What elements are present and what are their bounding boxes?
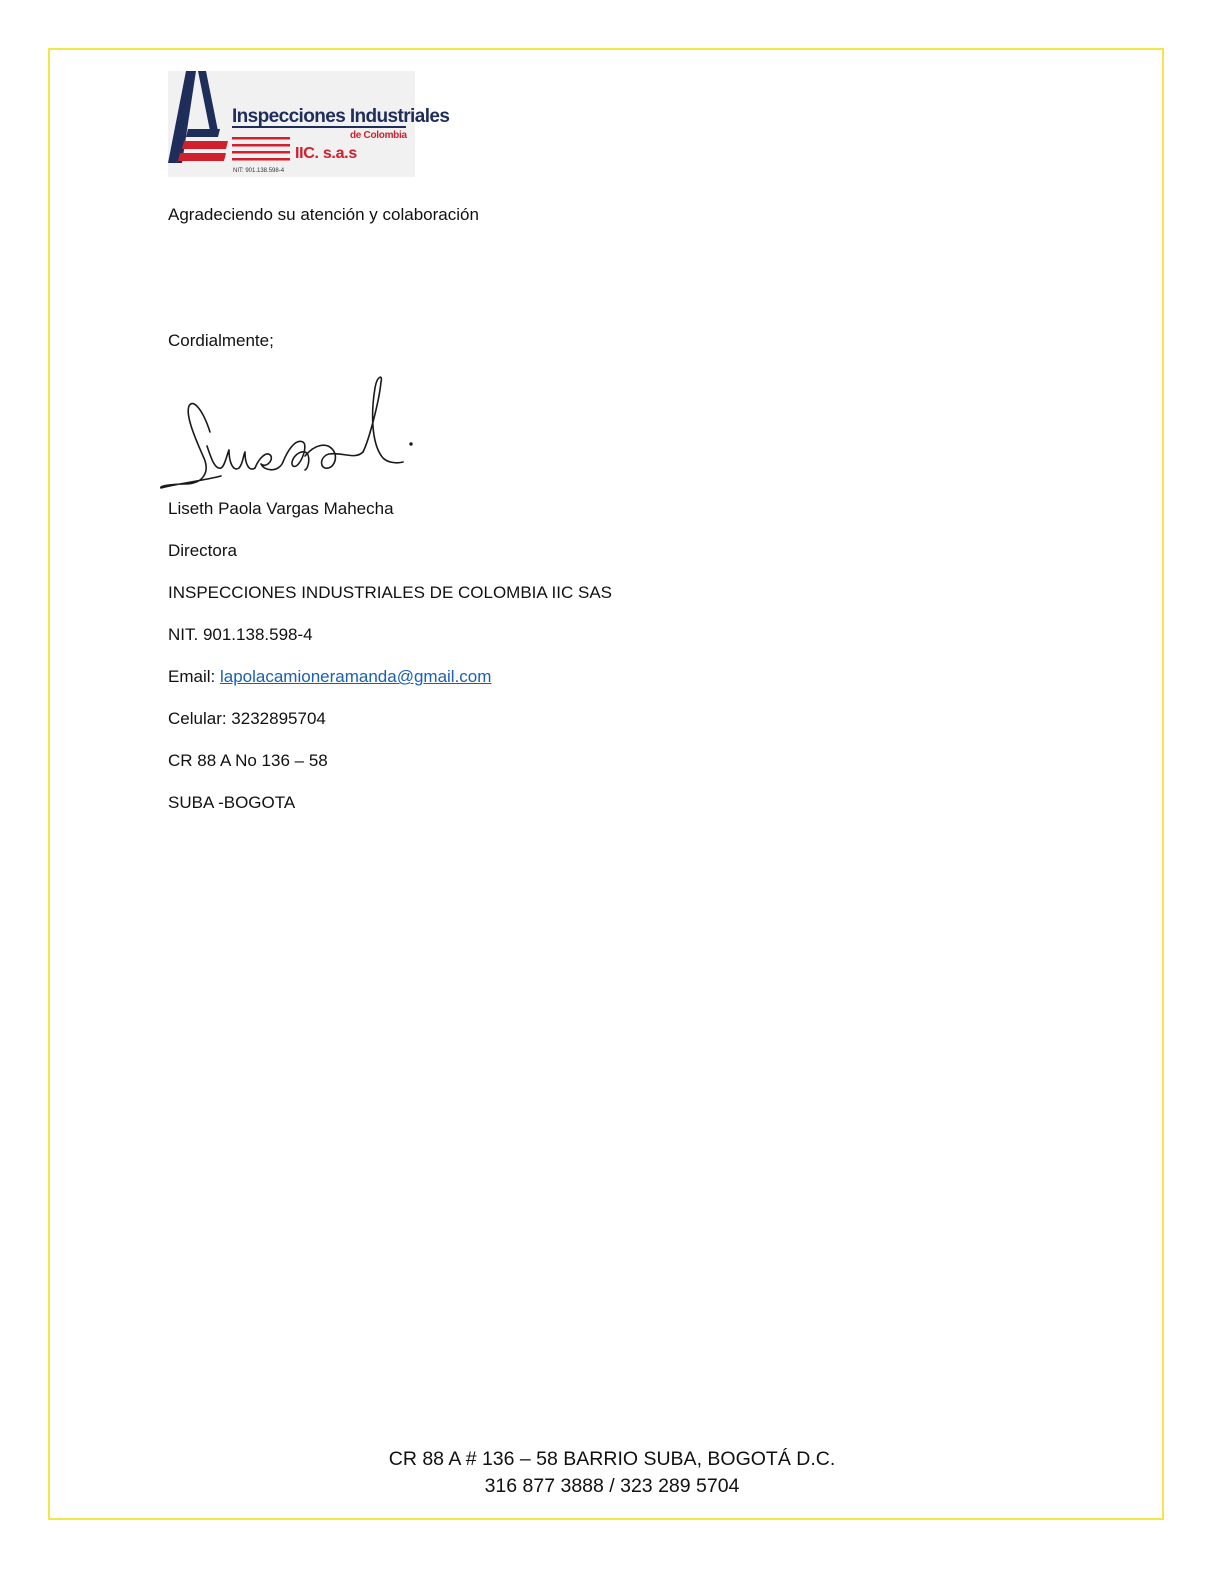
email-label: Email: <box>168 667 220 686</box>
signatory-nit: NIT. 901.138.598-4 <box>168 625 313 644</box>
footer-address: CR 88 A # 136 – 58 BARRIO SUBA, BOGOTÁ D.C. <box>388 1448 836 1470</box>
signatory-name: Liseth Paola Vargas Mahecha <box>168 499 394 518</box>
logo-company-subname: de Colombia <box>350 130 407 141</box>
signatory-address: CR 88 A No 136 – 58 <box>168 751 328 770</box>
salutation: Cordialmente; <box>168 331 274 350</box>
email-link[interactable]: lapolacamioneramanda@gmail.com <box>219 667 492 686</box>
handwritten-signature <box>155 372 420 494</box>
signatory-company: INSPECCIONES INDUSTRIALES DE COLOMBIA IIC SAS <box>168 583 612 602</box>
logo-nit: NIT: 901.138.598-4 <box>233 168 285 174</box>
footer-phones: 316 877 3888 / 323 289 5704 <box>484 1475 740 1497</box>
logo-company-name: Inspecciones Industriales <box>232 106 450 127</box>
signatory-title: Directora <box>168 541 237 560</box>
signatory-phone: Celular: 3232895704 <box>168 709 326 728</box>
logo-company-abbr: IIC. s.a.s <box>295 145 357 162</box>
signatory-email-line <box>168 667 491 687</box>
signatory-city: SUBA -BOGOTA <box>168 793 296 812</box>
page-border <box>48 48 1164 1520</box>
company-logo <box>168 71 450 177</box>
closing-thanks: Agradeciendo su atención y colaboración <box>168 205 479 224</box>
